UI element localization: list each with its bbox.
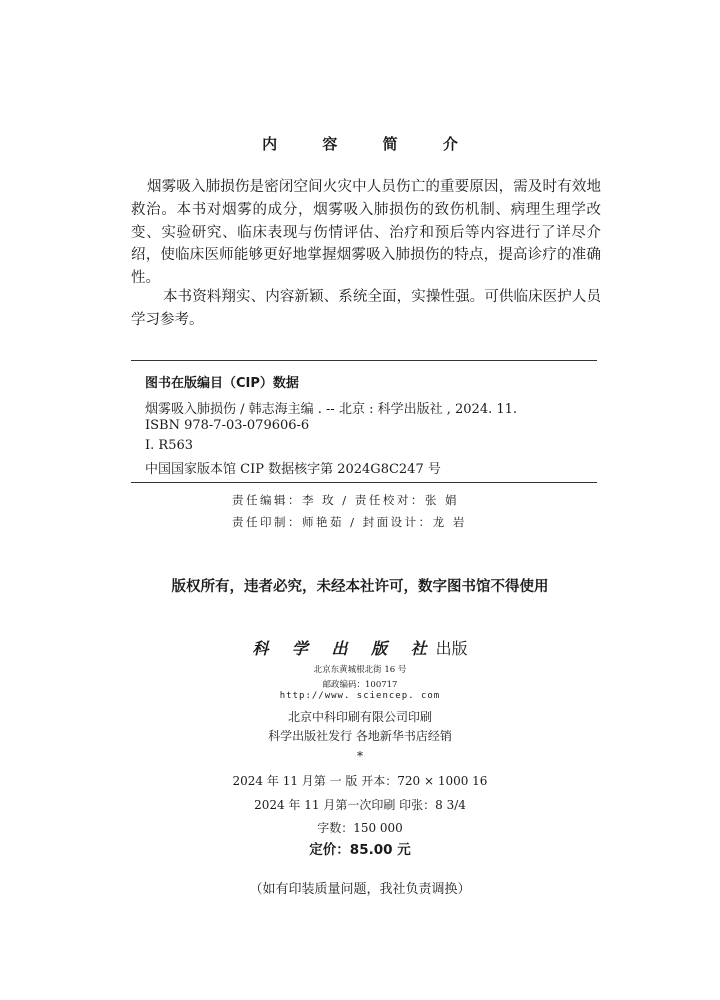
separator-star: * — [357, 749, 363, 763]
publisher-suffix: 出版 — [435, 639, 468, 658]
editors-line-1: 责任编辑：李 玫 / 责任校对：张 娟 — [232, 493, 459, 507]
word-count: 字数：150 000 — [317, 821, 403, 835]
publisher-url: http://www. sciencep. com — [279, 691, 441, 701]
publisher-postcode: 邮政编码：100717 — [322, 680, 398, 690]
summary-paragraph-1: 烟雾吸入肺损伤是密闭空间火灾中人员伤亡的重要原因，需及时有效地救治。本书对烟雾的成分，烟雾吸入肺损伤的致伤机制、病理生理学改变、实验研究、临床表现与伤情评估、治疗和预后等内容进行了详尽介绍，使临床医师能够更好地掌握烟雾吸入肺损伤的特点，提高诊疗的准确性。 — [131, 179, 601, 287]
edition-line-2: 2024 年 11 月第一次印刷 印张：8 3/4 — [254, 798, 466, 812]
publisher-logo: 科 学 出 版 社 — [252, 639, 436, 658]
divider-top — [131, 360, 597, 361]
page-title: 内 容 简 介 — [262, 135, 478, 153]
copyright-notice: 版权所有，违者必究，未经本社许可，数字图书馆不得使用 — [171, 579, 549, 595]
cip-line-1: 烟雾吸入肺损伤 / 韩志海主编 . -- 北京 : 科学出版社 , 2024. 11. — [145, 402, 518, 417]
cip-classification: Ⅰ. R563 — [145, 438, 194, 453]
cip-isbn: ISBN 978-7-03-079606-6 — [145, 418, 310, 433]
summary-paragraph-2: 本书资料翔实、内容新颖、系统全面，实操性强。可供临床医护人员学习参考。 — [131, 289, 601, 328]
publisher-address: 北京东黄城根北街 16 号 — [313, 665, 407, 675]
printer: 北京中科印刷有限公司印刷 — [287, 710, 432, 724]
footer-note: （如有印装质量问题，我社负责调换） — [249, 882, 471, 897]
distribution: 科学出版社发行 各地新华书店经销 — [268, 729, 452, 743]
cip-heading: 图书在版编目（CIP）数据 — [145, 376, 299, 391]
editors-line-2: 责任印制：师艳茹 / 封面设计：龙 岩 — [232, 515, 467, 529]
publisher-line — [0, 636, 720, 659]
price: 定价：85.00 元 — [309, 842, 411, 858]
divider-bottom — [131, 482, 597, 483]
cip-record-number: 中国国家版本馆 CIP 数据核字第 2024G8C247 号 — [145, 462, 441, 477]
edition-line-1: 2024 年 11 月第 一 版 开本：720 × 1000 16 — [232, 774, 488, 788]
